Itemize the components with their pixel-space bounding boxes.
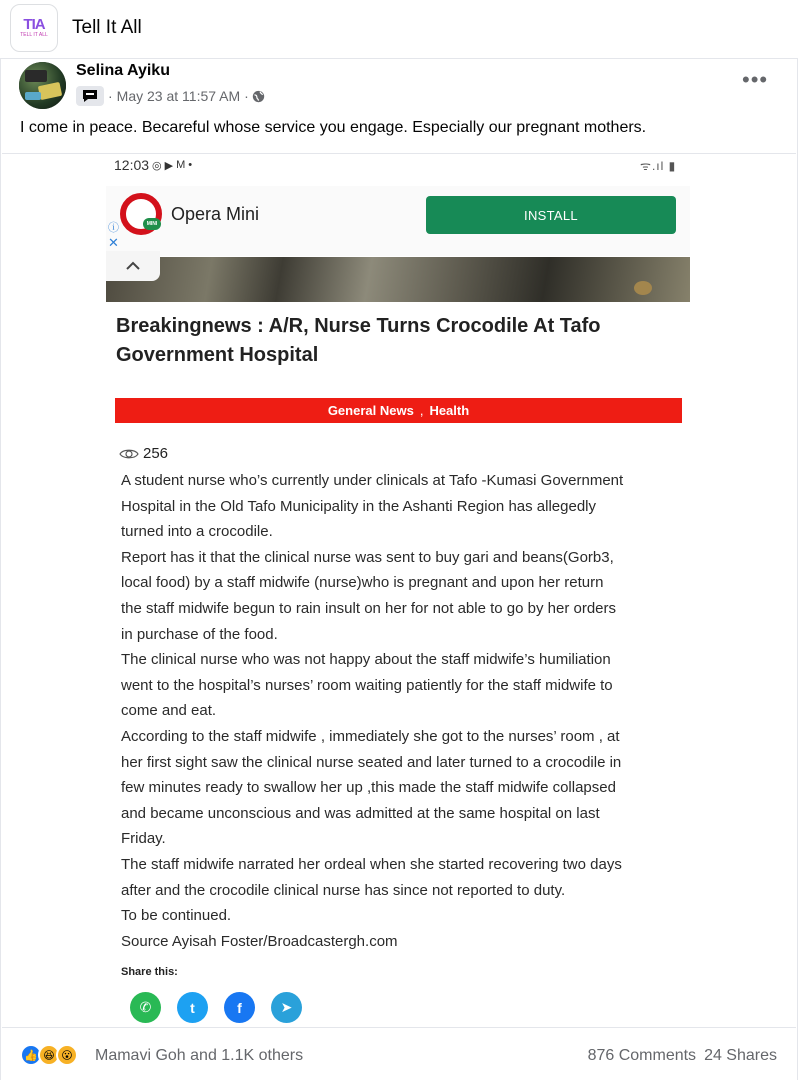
author-name[interactable]: Selina Ayiku <box>76 62 170 79</box>
eye-icon <box>119 448 139 460</box>
article-hero-image <box>106 257 690 302</box>
article-line: Report has it that the clinical nurse was sent to buy gari and beans(Gorb3, <box>121 548 614 566</box>
article-line: Source Ayisah Foster/Broadcastergh.com <box>121 932 398 950</box>
group-badge-icon[interactable] <box>76 86 104 106</box>
group-logo-mark: TIA <box>23 16 45 33</box>
post-timestamp[interactable]: May 23 at 11:57 AM <box>116 88 241 104</box>
engagement-counts <box>588 1047 777 1065</box>
article-line: turned into a crocodile. <box>121 523 273 541</box>
article-body <box>121 468 701 954</box>
group-logo[interactable] <box>10 4 58 52</box>
status-bar-left <box>114 157 192 173</box>
facebook-share-icon[interactable]: f <box>224 992 255 1023</box>
category-health[interactable]: Health <box>429 403 470 418</box>
reaction-summary[interactable]: Mamavi Goh and 1.1K others <box>95 1047 304 1064</box>
meta-separator-2: · <box>244 88 249 104</box>
install-button[interactable]: INSTALL <box>426 196 676 234</box>
category-general-news[interactable]: General News <box>327 403 414 418</box>
article-line: after and the crocodile clinical nurse has since not reported to duty. <box>121 881 566 899</box>
whatsapp-status-icon: ◎ <box>152 159 162 172</box>
opera-mini-badge: MINI <box>143 218 161 230</box>
opera-mini-logo <box>120 193 162 235</box>
globe-icon <box>252 90 265 103</box>
article-line: her first sight saw the clinical nurse seated and later turned to a crocodile in <box>121 753 622 771</box>
group-name[interactable]: Tell It All <box>72 17 142 38</box>
signal-battery-icon: ᯤ.ıl ▮ <box>640 159 677 173</box>
youtube-status-icon: ▶ <box>164 159 174 172</box>
meta-separator: · <box>108 88 113 104</box>
article-headline: Breakingnews : A/R, Nurse Turns Crocodile At Tafo Government Hospital <box>116 315 601 366</box>
post-meta <box>76 85 265 107</box>
view-count-value: 256 <box>143 445 169 462</box>
group-logo-subtext: TELL IT ALL <box>20 32 48 38</box>
article-line: local food) by a staff midwife (nurse)who is pregnant and upon her return <box>121 574 604 592</box>
wow-reaction-icon: 😮 <box>56 1044 78 1066</box>
article-line: Hospital in the Old Tafo Municipality in the Ashanti Region has allegedly <box>121 497 597 515</box>
post-text: I come in peace. Becareful whose service you engage. Especially our pregnant mothers. <box>20 119 647 136</box>
dot-status-icon: • <box>188 159 193 171</box>
twitter-share-icon[interactable]: t <box>177 992 208 1023</box>
comments-count[interactable]: 876 Comments <box>587 1047 697 1064</box>
reaction-icons[interactable] <box>20 1044 74 1066</box>
article-line: went to the hospital’s nurses’ room waiting patiently for the staff midwife to <box>121 676 613 694</box>
article-line: few minutes ready to swallow her up ,this made the staff midwife collapsed <box>121 779 616 797</box>
telegram-share-icon[interactable]: ➤ <box>271 992 302 1023</box>
more-options-icon[interactable]: ••• <box>742 67 769 92</box>
status-time: 12:03 <box>114 157 150 173</box>
mail-status-icon: M <box>176 159 186 171</box>
article-line: The clinical nurse who was not happy about the staff midwife’s humiliation <box>121 651 611 669</box>
ad-close-icon[interactable]: ✕ <box>108 235 119 250</box>
whatsapp-share-icon[interactable]: ✆ <box>130 992 161 1023</box>
article-line: come and eat. <box>121 702 217 720</box>
share-label: Share this: <box>121 966 178 978</box>
article-line: in purchase of the food. <box>121 625 278 643</box>
like-reaction-icon: 👍 <box>20 1044 42 1066</box>
share-buttons <box>130 992 302 1023</box>
article-line: and became unconscious and was admitted at the same hospital on last <box>121 804 600 822</box>
ad-app-name: Opera Mini <box>171 204 260 224</box>
chevron-up-icon <box>125 261 141 271</box>
article-line: The staff midwife narrated her ordeal when she started recovering two days <box>121 855 622 873</box>
category-separator: , <box>419 403 424 418</box>
collapse-ad-button[interactable] <box>106 251 160 281</box>
ad-info-icon[interactable]: ⓘ <box>108 222 119 234</box>
category-bar <box>115 398 682 423</box>
article-line: According to the staff midwife , immediately she got to the nurses’ room , at <box>121 727 620 745</box>
shares-count[interactable]: 24 Shares <box>704 1047 777 1064</box>
group-header <box>0 0 798 56</box>
view-count <box>119 445 168 462</box>
article-line: Friday. <box>121 830 166 848</box>
article-line: To be continued. <box>121 907 232 925</box>
haha-reaction-icon: 😆 <box>38 1044 60 1066</box>
author-avatar[interactable] <box>19 62 66 109</box>
article-line: A student nurse who’s currently under clinicals at Tafo -Kumasi Government <box>121 472 624 489</box>
article-line: the staff midwife begun to rain insult on her for not able to go by her orders <box>121 599 617 617</box>
